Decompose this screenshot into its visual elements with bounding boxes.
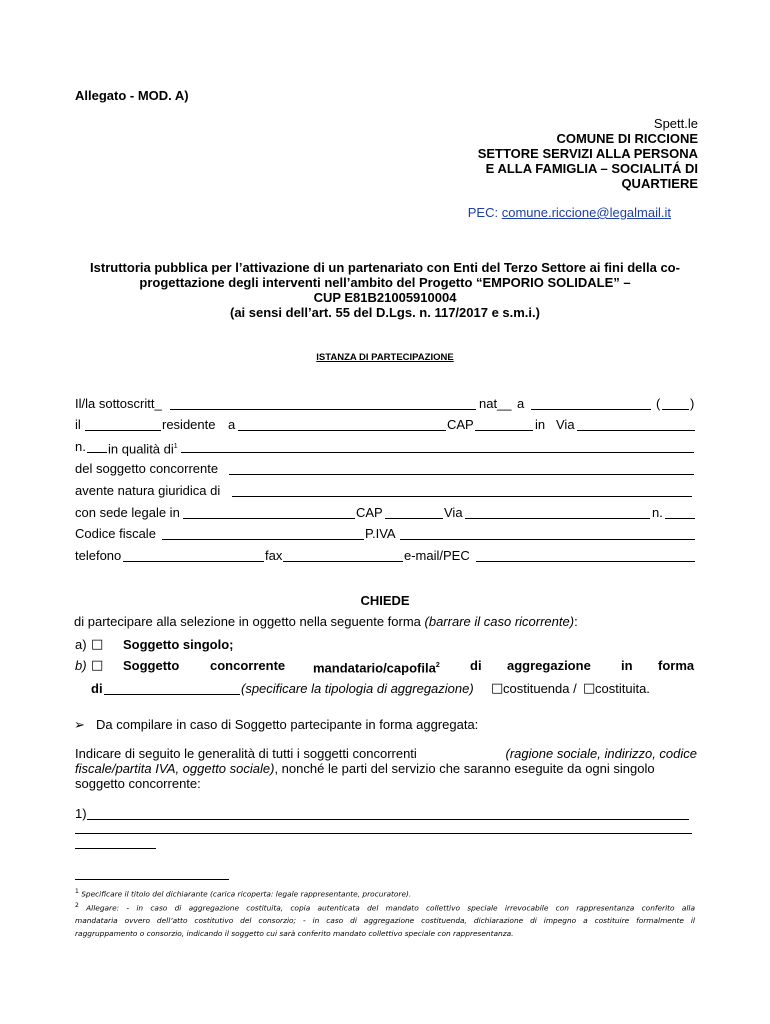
option-b-letter: b) bbox=[75, 658, 87, 673]
field-tel[interactable] bbox=[123, 561, 264, 562]
option-b-word: in bbox=[621, 658, 633, 673]
attachment-label: Allegato - MOD. A) bbox=[75, 88, 189, 103]
title-line: CUP E81B21005910004 bbox=[313, 290, 457, 305]
label-sottoscritto: Il/la sottoscritt_ bbox=[75, 396, 162, 411]
field-data-nascita[interactable] bbox=[85, 430, 161, 431]
field-cap2[interactable] bbox=[385, 518, 443, 519]
option-b-word: Soggetto bbox=[123, 658, 180, 673]
costituita-label: costituita. bbox=[595, 681, 650, 696]
paragraph-line-2 bbox=[75, 761, 697, 776]
field-item-1-line3[interactable] bbox=[75, 848, 156, 849]
aggregate-bullet-text: Da compilare in caso di Soggetto partecipante in forma aggregata: bbox=[96, 717, 479, 732]
field-qualita[interactable] bbox=[181, 452, 694, 453]
label-in: in bbox=[535, 417, 546, 432]
addressee-line: QUARTIERE bbox=[621, 176, 698, 191]
chiede-intro bbox=[74, 614, 578, 629]
option-a-letter: a) bbox=[75, 637, 87, 652]
title-line: (ai sensi dell’art. 55 del D.Lgs. n. 117/2017 e s.m.i.) bbox=[230, 305, 540, 320]
intro-text: di partecipare alla selezione in oggetto nella seguente forma bbox=[74, 614, 425, 629]
paragraph-line-1 bbox=[75, 746, 697, 761]
field-nome[interactable] bbox=[170, 409, 476, 410]
label-sede: con sede legale in bbox=[75, 505, 180, 520]
label-prov-open: ( bbox=[656, 396, 661, 411]
label-n: n. bbox=[75, 439, 86, 454]
field-via2[interactable] bbox=[465, 518, 650, 519]
footnote-2-number: 2 bbox=[75, 902, 79, 909]
costituita-checkbox[interactable]: □ bbox=[583, 681, 596, 696]
label-tel: telefono bbox=[75, 548, 122, 563]
field-civico[interactable] bbox=[87, 452, 107, 453]
field-provincia[interactable] bbox=[662, 409, 689, 410]
field-tipologia[interactable] bbox=[104, 694, 240, 695]
footnote-2 bbox=[75, 899, 695, 940]
field-natura[interactable] bbox=[232, 496, 692, 497]
field-cf[interactable] bbox=[162, 539, 364, 540]
option-a-checkbox[interactable]: □ bbox=[91, 637, 104, 652]
label-qualita bbox=[108, 439, 178, 456]
label-natura: avente natura giuridica di bbox=[75, 483, 221, 498]
footnote-1-text: Specificare il titolo del dichiarante (carica ricoperta: legale rappresentante, procuratore). bbox=[81, 889, 412, 899]
field-residenza[interactable] bbox=[238, 430, 446, 431]
option-b-capofila: mandatario/capofila bbox=[313, 660, 436, 676]
label-piva: P.IVA bbox=[365, 526, 396, 541]
field-cap[interactable] bbox=[475, 430, 533, 431]
pec-label: PEC: bbox=[467, 205, 499, 220]
field-piva[interactable] bbox=[400, 539, 695, 540]
pec-line bbox=[468, 205, 671, 220]
intro-end: : bbox=[574, 614, 578, 629]
label-n2: n. bbox=[652, 505, 663, 520]
option-b-specify: (specificare la tipologia di aggregazione) bbox=[241, 681, 474, 696]
costituenda-checkbox[interactable]: □ bbox=[491, 681, 504, 696]
item-1-number: 1) bbox=[75, 806, 87, 821]
label-prov-close: ) bbox=[690, 396, 695, 411]
addressee-line: Spett.le bbox=[653, 116, 698, 131]
addressee-line: COMUNE DI RICCIONE bbox=[556, 131, 698, 146]
option-b-word: concorrente bbox=[210, 658, 286, 673]
label-cap2: CAP bbox=[356, 505, 383, 520]
chiede-heading: CHIEDE bbox=[360, 593, 410, 608]
pec-email-link[interactable]: comune.riccione@legalmail.it bbox=[501, 205, 671, 220]
arrow-bullet-icon: ➢ bbox=[74, 717, 85, 732]
label-nat: nat__ bbox=[479, 396, 512, 411]
footnote-2-line bbox=[75, 899, 695, 914]
option-b-word: forma bbox=[658, 658, 695, 673]
footnote-2-line: mandataria ovvero dell’atto costitutivo del consorzio; - in caso di aggregazione costituenda, dichiarazione di impegno a costituire formalmente il bbox=[75, 916, 695, 926]
label-cf: Codice fiscale bbox=[75, 526, 156, 541]
addressee-block bbox=[378, 116, 698, 191]
field-soggetto[interactable] bbox=[229, 474, 694, 475]
p-text2: , nonché le parti del servizio che saranno eseguite da ogni singolo bbox=[274, 761, 655, 776]
field-item-1-line1[interactable] bbox=[87, 819, 689, 820]
document-title bbox=[40, 260, 730, 320]
field-n2[interactable] bbox=[665, 518, 695, 519]
label-cap: CAP bbox=[447, 417, 474, 432]
field-email[interactable] bbox=[476, 561, 695, 562]
label-il: il bbox=[75, 417, 81, 432]
option-b-word bbox=[313, 658, 440, 675]
qualita-text: in qualità di bbox=[108, 441, 174, 457]
label-residente: residente bbox=[162, 417, 216, 432]
label-email: e-mail/PEC bbox=[404, 548, 470, 563]
label-fax: fax bbox=[265, 548, 283, 563]
field-item-1-line2[interactable] bbox=[75, 833, 692, 834]
label-residente-a: a bbox=[228, 417, 236, 432]
option-b-checkbox[interactable]: □ bbox=[91, 658, 104, 673]
p-italic1: (ragione sociale, indirizzo, codice bbox=[505, 746, 697, 761]
footnote-2-text: Allegare: - in caso di aggregazione costituita, copia autenticata del mandato collettivo speciale irrevocabile con rappresentanza conferito alla bbox=[86, 903, 695, 913]
label-soggetto: del soggetto concorrente bbox=[75, 461, 219, 476]
addressee-line: E ALLA FAMIGLIA – SOCIALITÁ DI bbox=[485, 161, 698, 176]
field-fax[interactable] bbox=[283, 561, 403, 562]
label-a: a bbox=[517, 396, 525, 411]
costituenda-label: costituenda / bbox=[503, 681, 577, 696]
footnote-separator bbox=[75, 879, 229, 880]
label-via: Via bbox=[556, 417, 575, 432]
field-sede[interactable] bbox=[183, 518, 355, 519]
paragraph-line-3: soggetto concorrente: bbox=[75, 776, 201, 791]
aggregate-paragraph bbox=[75, 746, 697, 791]
title-line: Istruttoria pubblica per l’attivazione di un partenariato con Enti del Terzo Settore ai fini della co- bbox=[90, 260, 680, 275]
option-b-word: aggregazione bbox=[507, 658, 591, 673]
option-b-di: di bbox=[91, 681, 103, 696]
option-b-word: di bbox=[470, 658, 482, 673]
footnote-ref-1: 1 bbox=[173, 443, 178, 450]
footnote-2-line: raggruppamento o consorzio, indicando il soggetto cui sarà conferito mandato collettivo speciale con rappresentanza. bbox=[75, 929, 514, 939]
intro-italic: (barrare il caso ricorrente) bbox=[424, 614, 575, 629]
option-a-label: Soggetto singolo; bbox=[123, 637, 234, 652]
title-line: progettazione degli interventi nell’ambito del Progetto “EMPORIO SOLIDALE” – bbox=[139, 275, 631, 290]
field-luogo-nascita[interactable] bbox=[531, 409, 651, 410]
p-text1: Indicare di seguito le generalità di tutti i soggetti concorrenti bbox=[75, 746, 421, 761]
addressee-line: SETTORE SERVIZI ALLA PERSONA bbox=[477, 146, 698, 161]
label-via2: Via bbox=[444, 505, 463, 520]
footnote-1-number: 1 bbox=[75, 888, 79, 895]
p-italic2: fiscale/partita IVA, oggetto sociale) bbox=[75, 761, 275, 776]
section-heading-istanza: ISTANZA DI PARTECIPAZIONE bbox=[316, 352, 454, 363]
field-via[interactable] bbox=[577, 430, 695, 431]
footnote-ref-2: 2 bbox=[435, 662, 440, 669]
